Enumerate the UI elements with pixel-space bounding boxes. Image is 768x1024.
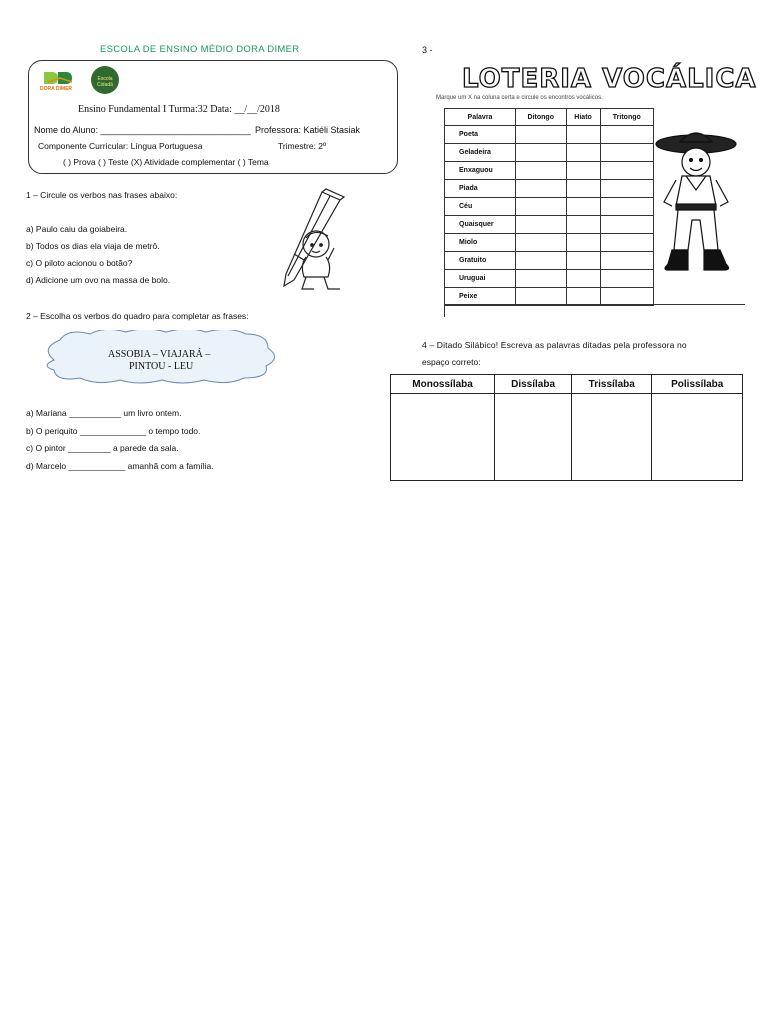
gaucho-boy-illustration bbox=[652, 128, 740, 282]
answer-cell[interactable] bbox=[600, 216, 653, 234]
answer-cell[interactable] bbox=[600, 252, 653, 270]
table-row bbox=[445, 252, 654, 270]
dictation-header-row bbox=[391, 375, 743, 394]
word-cell: Uruguai bbox=[445, 270, 516, 288]
col-header: Ditongo bbox=[516, 109, 567, 126]
word-cell: Peixe bbox=[445, 288, 516, 306]
answer-cell[interactable] bbox=[566, 234, 600, 252]
answer-cell[interactable] bbox=[495, 394, 572, 481]
col-header: Trissílaba bbox=[572, 375, 652, 394]
table-row bbox=[445, 162, 654, 180]
table-row bbox=[445, 216, 654, 234]
answer-cell[interactable] bbox=[516, 252, 567, 270]
answer-cell[interactable] bbox=[600, 126, 653, 144]
answer-cell[interactable] bbox=[652, 394, 743, 481]
q2-item: b) O periquito ______________ o tempo todo. bbox=[26, 426, 201, 436]
cloud-verbs-line2: PINTOU - LEU bbox=[129, 361, 194, 372]
answer-cell[interactable] bbox=[566, 288, 600, 306]
dictation-table bbox=[390, 374, 743, 481]
answer-cell[interactable] bbox=[566, 216, 600, 234]
boy-with-pencil-illustration bbox=[270, 188, 350, 296]
lottery-instruction: Marque um X na coluna certa e circule os encontros vocálicos. bbox=[436, 95, 603, 101]
answer-cell[interactable] bbox=[600, 162, 653, 180]
table-row bbox=[445, 180, 654, 198]
word-cell: Gratuito bbox=[445, 252, 516, 270]
class-date-line: Ensino Fundamental I Turma:32 Data: __/__/2018 bbox=[78, 104, 280, 115]
q1-item: c) O piloto acionou o botão? bbox=[26, 258, 133, 268]
school-seal-logo bbox=[91, 66, 119, 94]
answer-cell[interactable] bbox=[516, 198, 567, 216]
q1-item: a) Paulo caiu da goiabeira. bbox=[26, 224, 128, 234]
answer-cell[interactable] bbox=[600, 198, 653, 216]
answer-cell[interactable] bbox=[516, 144, 567, 162]
school-name: ESCOLA DE ENSINO MÉDIO DORA DIMER bbox=[100, 44, 300, 55]
q3-number: 3 - bbox=[422, 45, 433, 55]
teacher-name: Professora: Katiéli Stasiak bbox=[255, 125, 361, 135]
word-cell: Miolo bbox=[445, 234, 516, 252]
logo-label: DORA DIMER bbox=[40, 86, 73, 92]
table-row bbox=[445, 288, 654, 306]
q2-item: c) O pintor _________ a parede da sala. bbox=[26, 443, 179, 453]
answer-cell[interactable] bbox=[391, 394, 495, 481]
col-header: Hiato bbox=[566, 109, 600, 126]
answer-cell[interactable] bbox=[566, 270, 600, 288]
q2-item: d) Marcelo ____________ amanhã com a família. bbox=[26, 461, 214, 471]
q2-item: a) Mariana ___________ um livro ontem. bbox=[26, 408, 182, 418]
lottery-title: LOTERIA VOCÁLICA bbox=[462, 64, 757, 94]
trimester: Trimestre: 2º bbox=[278, 141, 327, 151]
q2-title: 2 – Escolha os verbos do quadro para completar as frases: bbox=[26, 311, 249, 321]
word-cell: Céu bbox=[445, 198, 516, 216]
col-header: Tritongo bbox=[600, 109, 653, 126]
answer-cell[interactable] bbox=[566, 162, 600, 180]
answer-cell[interactable] bbox=[516, 234, 567, 252]
answer-cell[interactable] bbox=[600, 288, 653, 306]
lottery-header-row bbox=[445, 109, 654, 126]
col-header: Monossílaba bbox=[391, 375, 495, 394]
q4-title: 4 – Ditado Silábico! Escreva as palavras ditadas pela professora no bbox=[422, 340, 687, 350]
answer-cell[interactable] bbox=[566, 126, 600, 144]
table-row bbox=[445, 126, 654, 144]
table-row bbox=[391, 394, 743, 481]
col-header: Dissílaba bbox=[495, 375, 572, 394]
q1-item: d) Adicione um ovo na massa de bolo. bbox=[26, 275, 171, 285]
answer-cell[interactable] bbox=[516, 126, 567, 144]
table-row bbox=[445, 234, 654, 252]
word-cell: Geladeira bbox=[445, 144, 516, 162]
student-name-field: Nome do Aluno: ______________________________ bbox=[34, 125, 251, 135]
table-row bbox=[445, 270, 654, 288]
answer-cell[interactable] bbox=[516, 180, 567, 198]
col-header: Polissílaba bbox=[652, 375, 743, 394]
answer-cell[interactable] bbox=[572, 394, 652, 481]
seal-text: Escola Cidadã bbox=[97, 76, 113, 88]
table-bottom-edge bbox=[444, 304, 745, 317]
answer-cell[interactable] bbox=[600, 144, 653, 162]
answer-cell[interactable] bbox=[566, 180, 600, 198]
answer-cell[interactable] bbox=[566, 198, 600, 216]
answer-cell[interactable] bbox=[600, 270, 653, 288]
q4-title-cont: espaço correto: bbox=[422, 357, 481, 367]
answer-cell[interactable] bbox=[516, 162, 567, 180]
table-row bbox=[445, 144, 654, 162]
col-header: Palavra bbox=[445, 109, 516, 126]
word-cell: Piada bbox=[445, 180, 516, 198]
answer-cell[interactable] bbox=[566, 144, 600, 162]
activity-type-options: ( ) Prova ( ) Teste (X) Atividade complementar ( ) Tema bbox=[63, 157, 269, 167]
word-cell: Quaisquer bbox=[445, 216, 516, 234]
answer-cell[interactable] bbox=[566, 252, 600, 270]
q1-item: b) Todos os dias ela viaja de metrô. bbox=[26, 241, 160, 251]
answer-cell[interactable] bbox=[516, 216, 567, 234]
cloud-verbs-line1: ASSOBIA – VIAJARÁ – bbox=[108, 349, 211, 360]
lottery-table bbox=[444, 108, 654, 306]
word-cell: Poeta bbox=[445, 126, 516, 144]
answer-cell[interactable] bbox=[600, 180, 653, 198]
answer-cell[interactable] bbox=[600, 234, 653, 252]
word-cell: Enxaguou bbox=[445, 162, 516, 180]
curricular-component: Componente Curricular: Língua Portuguesa bbox=[38, 141, 203, 151]
table-row bbox=[445, 198, 654, 216]
q1-title: 1 – Circule os verbos nas frases abaixo: bbox=[26, 190, 178, 200]
answer-cell[interactable] bbox=[516, 270, 567, 288]
answer-cell[interactable] bbox=[516, 288, 567, 306]
